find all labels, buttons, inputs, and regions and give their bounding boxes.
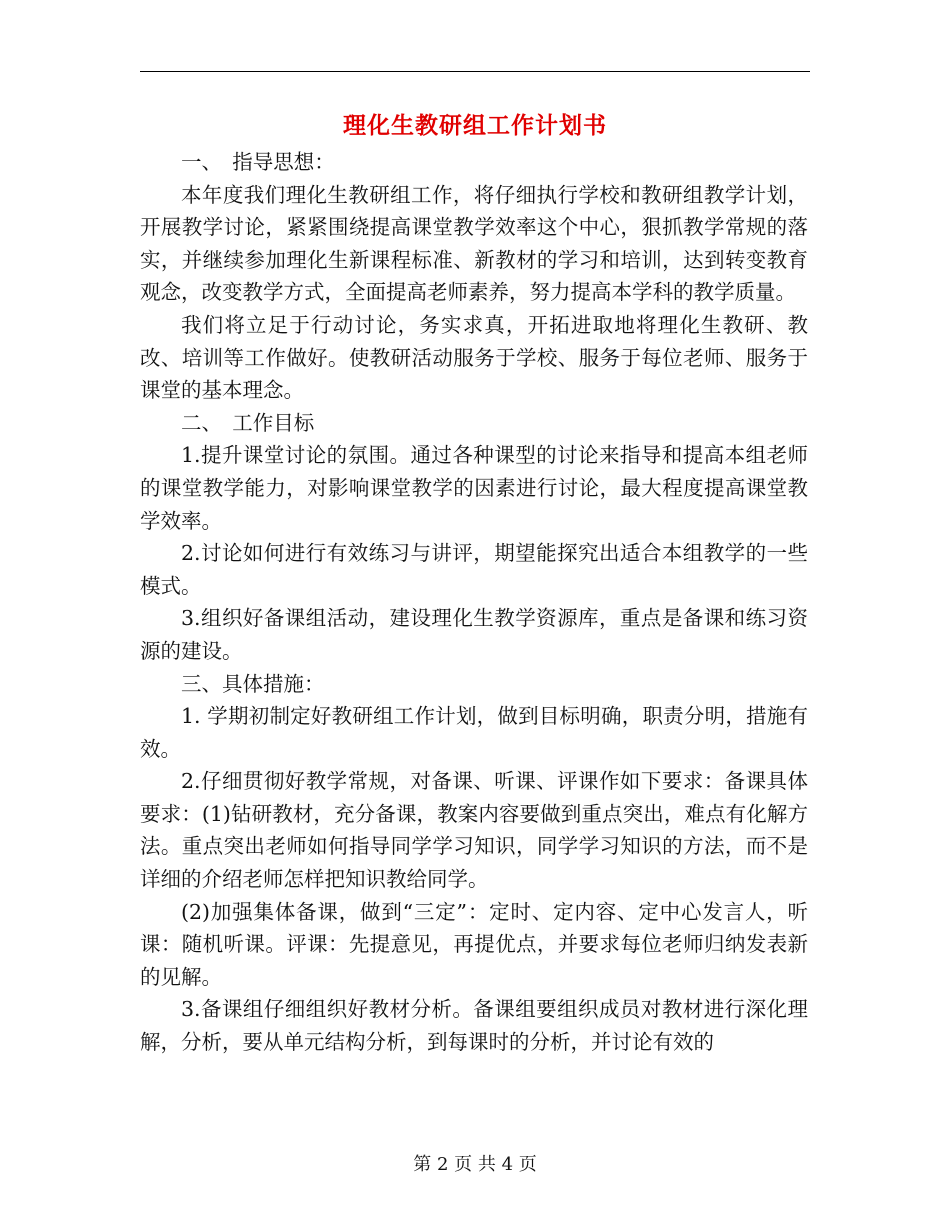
- paragraph: 我们将立足于行动讨论，务实求真，开拓进取地将理化生教研、教改、培训等工作做好。使教研活动服务于学校、服务于每位老师、服务于课堂的基本理念。: [140, 312, 808, 403]
- page-number: 第 2 页 共 4 页: [413, 1154, 537, 1175]
- section-heading-work-goals: 二、 工作目标: [181, 410, 315, 435]
- list-item: 1. 学期初制定好教研组工作计划，做到目标明确，职责分明，措施有效。: [140, 704, 808, 761]
- header-rule: [140, 71, 810, 72]
- paragraph: 本年度我们理化生教研组工作，将仔细执行学校和教研组教学计划，开展教学讨论，紧紧围绕提高课堂教学效率这个中心，狠抓教学常规的落实，并继续参加理化生新课程标准、新教材的学习和培训，达到转变教育观念，改变教学方式，全面提高老师素养，努力提高本学科的教学质量。: [140, 182, 808, 305]
- list-item: 3.备课组仔细组织好教材分析。备课组要组织成员对教材进行深化理解，分析，要从单元结构分析，到每课时的分析，并讨论有效的: [140, 997, 808, 1055]
- document-title: 理化生教研组工作计划书: [343, 112, 607, 139]
- list-item: 3.组织好备课组活动，建设理化生教学资源库，重点是备课和练习资源的建设。: [140, 606, 808, 663]
- document-body: [140, 146, 808, 1059]
- list-item: 2.讨论如何进行有效练习与讲评，期望能探究出适合本组教学的一些模式。: [140, 541, 808, 598]
- list-item: 2.仔细贯彻好教学常规，对备课、听课、评课作如下要求：备课具体要求：(1)钻研教材，充分备课，教案内容要做到重点突出，难点有化解方法。重点突出老师如何指导同学学习知识，同学学习知识的方法，而不是详细的介绍老师怎样把知识教给同学。: [140, 769, 808, 892]
- section-heading-specific-measures: 三、具体措施：: [181, 671, 325, 696]
- list-item: 1.提升课堂讨论的氛围。通过各种课型的讨论来指导和提高本组老师的课堂教学能力，对影响课堂教学的因素进行讨论，最大程度提高课堂教学效率。: [140, 443, 808, 533]
- section-heading-guiding-ideology: 一、 指导思想：: [181, 150, 335, 174]
- list-item: (2)加强集体备课，做到“三定”：定时、定内容、定中心发言人，听课：随机听课。评课：先提意见，再提优点，并要求每位老师归纳发表新的见解。: [140, 899, 808, 989]
